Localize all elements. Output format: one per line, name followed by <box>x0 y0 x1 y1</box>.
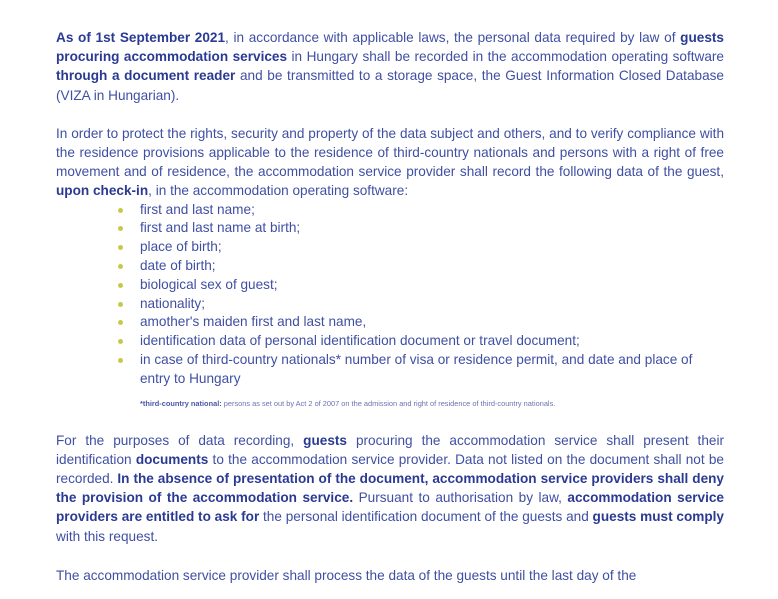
paragraph-documents: For the purposes of data recording, guests procuring the accommodation service shall present their identification documents to the accommodation service provider. Data not listed on the document shall not be recorded. In the absence of presentation of the document, accommodation service providers shall deny the provision of the accommodation service. Pursuant to authorisation by law, accommodation service providers are entitled to ask for the personal identification document of the guests and guests must comply with this request. <box>56 432 724 544</box>
list-item: in case of third-country nationals* number of visa or residence permit, and date and place of entry to Hungary <box>118 351 724 389</box>
list-item: amother's maiden first and last name, <box>118 313 724 332</box>
bullet-icon <box>118 226 123 231</box>
paragraph-processing: The accommodation service provider shall process the data of the guests until the last day of the <box>56 567 637 583</box>
bullet-icon <box>118 320 123 325</box>
bullet-icon <box>118 339 123 344</box>
bullet-icon <box>118 264 123 269</box>
list-item: first and last name; <box>118 201 724 220</box>
paragraph-intro: As of 1st September 2021, in accordance with applicable laws, the personal data required by law of guests procuring accommodation services in Hungary shall be recorded in the accommodation operating software through a document reader and be transmitted to a storage space, the Guest Information Closed Database (VIZA in Hungarian). <box>56 30 724 103</box>
paragraph-rights: In order to protect the rights, security and property of the data subject and others, and to verify compliance with the residence provisions applicable to the residence of third-country nationals and persons with a right of free movement and of residence, the accommodation service provider shall record the following data of the guest, upon check-in, in the accommodation operating software: <box>56 125 724 199</box>
document-page <box>56 28 724 585</box>
bullet-icon <box>118 302 123 307</box>
bullet-icon <box>118 245 123 250</box>
bullet-icon <box>118 208 123 213</box>
list-item: biological sex of guest; <box>118 276 724 295</box>
list-item: nationality; <box>118 295 724 314</box>
footnote-text: persons as set out by Act 2 of 2007 on the admission and right of residence of third-country nationals. <box>221 398 556 408</box>
footnote-label: *third-country national: <box>140 398 222 408</box>
bullet-icon <box>118 283 123 288</box>
list-item: identification data of personal identification document or travel document; <box>118 332 724 351</box>
footnote <box>56 399 724 409</box>
list-item: first and last name at birth; <box>118 219 724 238</box>
intro-date: As of 1st September 2021 <box>56 30 226 45</box>
guest-data-list <box>56 201 724 389</box>
list-item: place of birth; <box>118 238 724 257</box>
bullet-icon <box>118 358 123 363</box>
list-item: date of birth; <box>118 257 724 276</box>
